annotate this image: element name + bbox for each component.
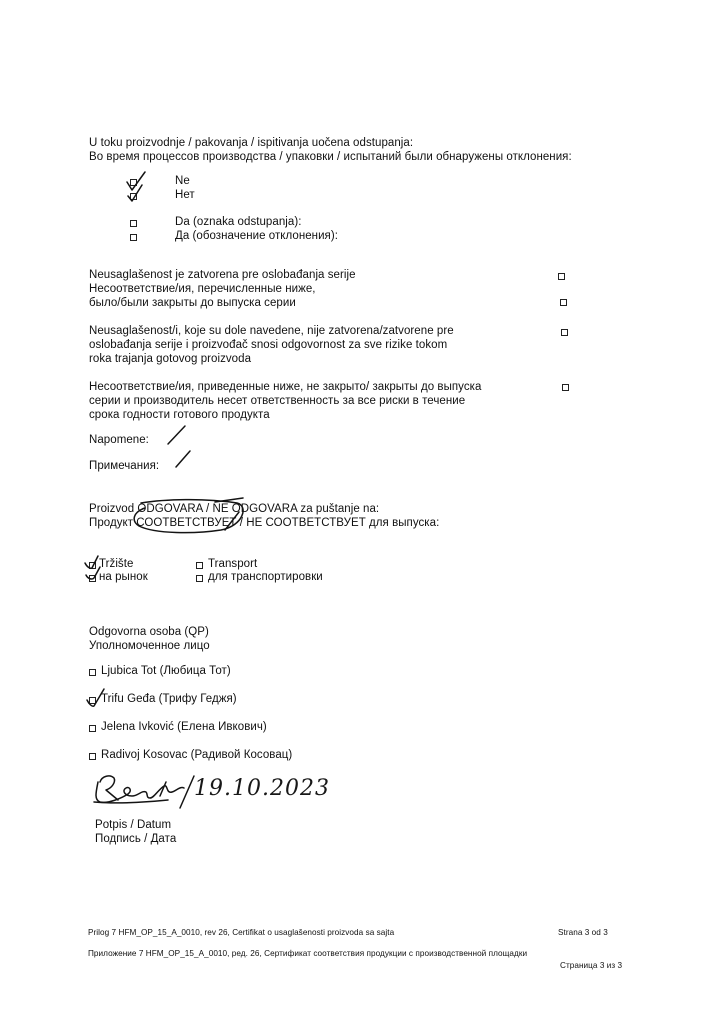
checkmark-icon (123, 168, 153, 204)
qp-person-1: Ljubica Tot (Любица Тот) (101, 665, 231, 677)
nc-open-sr-3: roka trajanja gotovog proizvoda (89, 353, 252, 365)
nc-open-ru-2: серии и производитель несет ответственность за все риски в течение (89, 395, 466, 407)
qp-checkbox-4[interactable] (89, 753, 96, 760)
notes-label-sr: Napomene: (89, 434, 149, 446)
qp-checkbox-1[interactable] (89, 669, 96, 676)
signature-label-ru: Подпись / Дата (95, 833, 177, 845)
transport-label-ru: для транспортировки (208, 571, 323, 583)
yes-checkbox-ru[interactable] (130, 234, 137, 241)
deviations-question-sr: U toku proizvodnje / pakovanja / ispitivanja uočena odstupanja: (89, 137, 414, 149)
qp-checkbox-3[interactable] (89, 725, 96, 732)
deviations-question-ru: Во время процессов производства / упаковки / испытаний были обнаружены отклонения: (89, 151, 572, 163)
market-label-sr: Tržište (99, 558, 134, 570)
notes-slash-icon (160, 418, 220, 478)
nc-open-sr-1: Neusaglašenost/i, koje su dole navedene, nije zatvorena/zatvorene pre (89, 325, 454, 337)
transport-checkbox-ru[interactable] (196, 575, 203, 582)
qp-person-3: Jelena Ivković (Елена Ивкович) (101, 721, 267, 733)
no-label-ru: Нет (175, 189, 195, 201)
release-circle-mark-icon (125, 494, 275, 544)
nc-open-checkbox-sr[interactable] (561, 329, 568, 336)
nc-open-ru-3: срока годности готового продукта (89, 409, 270, 421)
yes-checkbox[interactable] (130, 220, 137, 227)
release-statement-sr: Proizvod ODGOVARA / NE ODGOVARA za puštanje na: (89, 503, 380, 515)
qp-person-4: Radivoj Kosovac (Радивой Косовац) (101, 749, 293, 761)
qp-title-ru: Уполномоченное лицо (89, 640, 210, 652)
no-label-sr: Ne (175, 175, 190, 187)
footer-line-ru: Приложение 7 HFM_OP_15_A_0010, ред. 26, Сертификат соответствия продукции с производственной площадки (88, 949, 528, 958)
nc-open-ru-1: Несоответствие/ия, приведенные ниже, не закрыто/ закрыты до выпуска (89, 381, 482, 393)
nc-closed-ru-1: Несоответствие/ия, перечисленные ниже, (89, 283, 316, 295)
footer-line-sr: Prilog 7 HFM_OP_15_A_0010, rev 26, Certifikat o usaglašenosti proizvoda sa sajta (88, 928, 395, 937)
nc-closed-sr: Neusaglašenost je zatvorena pre oslobađanja serije (89, 269, 356, 281)
nc-closed-checkbox-sr[interactable] (558, 273, 565, 280)
footer-page-ru: Страница 3 из 3 (560, 961, 623, 970)
qp-title-sr: Odgovorna osoba (QP) (89, 626, 209, 638)
release-statement-ru: Продукт СООТВЕТСТВУЕТ / НЕ СООТВЕТСТВУЕТ для выпуска: (89, 517, 440, 529)
qp-person-2: Trifu Geđa (Трифу Геджя) (101, 693, 237, 705)
nc-closed-ru-2: было/были закрыты до выпуска серии (89, 297, 296, 309)
signature-date: 19.10.2023 (194, 776, 330, 801)
transport-label-sr: Transport (208, 558, 258, 570)
nc-open-sr-2: oslobađanja serije i proizvođač snosi odgovornost za sve rizike tokom (89, 339, 448, 351)
footer-page-sr: Strana 3 od 3 (558, 928, 608, 937)
notes-label-ru: Примечания: (89, 460, 160, 472)
nc-closed-checkbox-ru[interactable] (560, 299, 567, 306)
yes-label-ru: Да (обозначение отклонения): (175, 230, 338, 242)
transport-checkbox[interactable] (196, 562, 203, 569)
signature-label-sr: Potpis / Datum (95, 819, 172, 831)
market-label-ru: на рынок (99, 571, 148, 583)
yes-label-sr: Da (oznaka odstupanja): (175, 216, 302, 228)
nc-open-checkbox-ru[interactable] (562, 384, 569, 391)
